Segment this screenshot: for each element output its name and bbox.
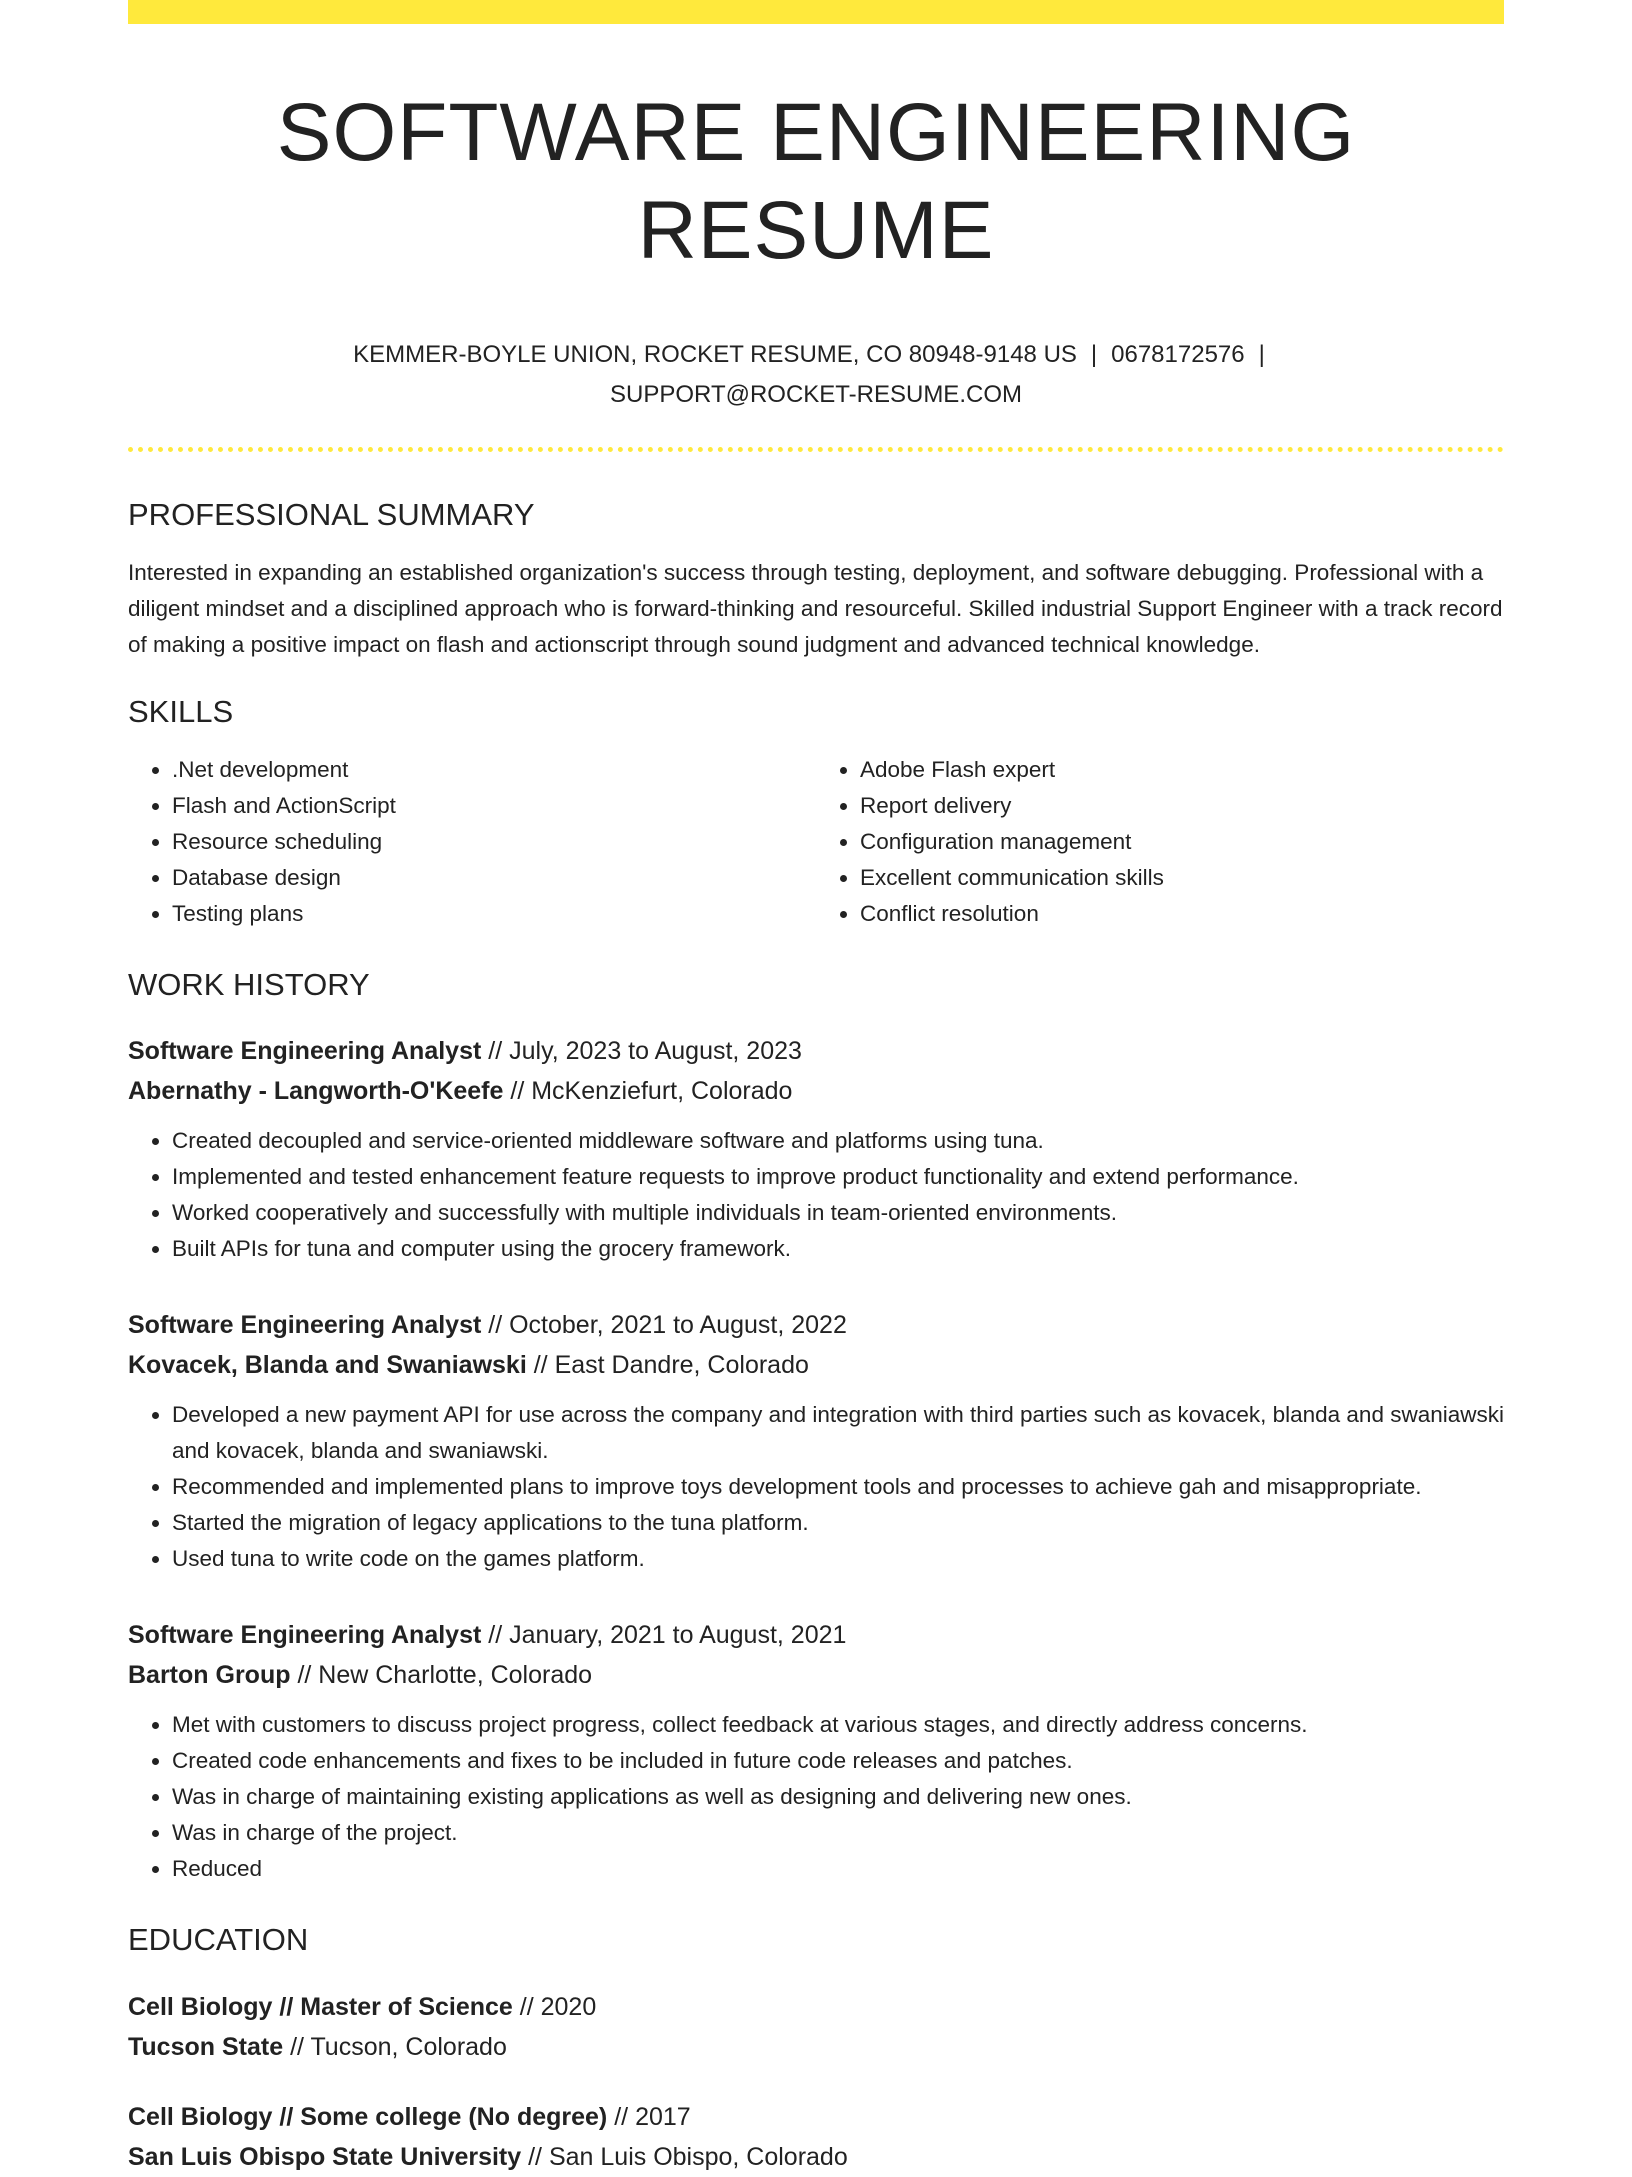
accent-top-bar xyxy=(128,0,1504,24)
education-entry xyxy=(128,2097,1504,2177)
job-bullet: • Recommended and implemented plans to improve toys development tools and processes to achieve gah and misappropriate. xyxy=(172,1469,1504,1505)
job-bullet: • Created decoupled and service-oriented middleware software and platforms using tuna. xyxy=(172,1123,1504,1159)
job-title: Software Engineering Analyst xyxy=(128,1311,482,1340)
skill-item: • Excellent communication skills xyxy=(860,860,1504,896)
skill-item: • Conflict resolution xyxy=(860,896,1504,932)
degree-line xyxy=(128,2097,1504,2137)
skills-grid xyxy=(128,752,1504,932)
job-dates: January, 2021 to August, 2021 xyxy=(509,1621,847,1650)
separator: // xyxy=(503,1077,532,1106)
school: Tucson State xyxy=(128,2032,284,2061)
skills-list-right xyxy=(816,752,1504,932)
separator: // xyxy=(512,1992,541,2021)
school-location: San Luis Obispo, Colorado xyxy=(548,2142,848,2171)
resume-page xyxy=(128,0,1504,2177)
job-dates: October, 2021 to August, 2022 xyxy=(509,1311,847,1340)
degree-year: 2017 xyxy=(635,2102,691,2131)
job-bullet: • Worked cooperatively and successfully with multiple individuals in team-oriented environments. xyxy=(172,1195,1504,1231)
job-company: Abernathy - Langworth-O'Keefe xyxy=(128,1077,504,1106)
job-entry xyxy=(128,1615,1504,1887)
contact-address: KEMMER-BOYLE UNION, ROCKET RESUME, CO 80948-9148 US xyxy=(353,340,1077,368)
summary-text: Interested in expanding an established organization's success through testing, deployment, and software debugging. Professional with a diligent mindset and a disciplined approach who is forward-thinking and resourceful. Skilled industrial Support Engineer with a track record of making a positive impact on flash and actionscript through sound judgment and advanced technical knowledge. xyxy=(128,559,1503,657)
job-dates: July, 2023 to August, 2023 xyxy=(509,1037,802,1066)
job-entry xyxy=(128,1031,1504,1267)
contact-separator: | xyxy=(1090,340,1098,368)
job-title-line xyxy=(128,1615,1504,1655)
separator: // xyxy=(607,2102,636,2131)
job-bullets xyxy=(128,1397,1504,1577)
job-bullet: • Reduced xyxy=(172,1851,1504,1887)
school: San Luis Obispo State University xyxy=(128,2142,522,2171)
job-bullet: • Was in charge of the project. xyxy=(172,1815,1504,1851)
job-title: Software Engineering Analyst xyxy=(128,1621,482,1650)
resume-title: SOFTWARE ENGINEERING RESUME xyxy=(276,87,1356,277)
school-line xyxy=(128,2137,1504,2177)
job-location: East Dandre, Colorado xyxy=(554,1351,809,1380)
dotted-divider xyxy=(128,447,1504,452)
degree: Cell Biology // Master of Science xyxy=(128,1992,513,2021)
job-bullets xyxy=(128,1707,1504,1887)
job-bullet: • Was in charge of maintaining existing applications as well as designing and delivering new ones. xyxy=(172,1779,1504,1815)
separator: // xyxy=(521,2142,549,2171)
contact-phone: 0678172576 xyxy=(1111,340,1245,368)
degree-year: 2020 xyxy=(540,1992,597,2021)
separator: // xyxy=(283,2032,311,2061)
separator: // xyxy=(481,1311,510,1340)
job-bullet: • Met with customers to discuss project progress, collect feedback at various stages, and directly address concerns. xyxy=(172,1707,1504,1743)
job-company: Barton Group xyxy=(128,1661,291,1690)
skill-item: • Configuration management xyxy=(860,824,1504,860)
skill-item: • .Net development xyxy=(172,752,816,788)
skill-item: • Adobe Flash expert xyxy=(860,752,1504,788)
skill-item: • Database design xyxy=(172,860,816,896)
education-entry xyxy=(128,1987,1504,2067)
school-line xyxy=(128,2027,1504,2067)
job-title-line xyxy=(128,1305,1504,1345)
separator: // xyxy=(526,1351,555,1380)
job-location: New Charlotte, Colorado xyxy=(318,1661,593,1690)
contact-separator: | xyxy=(1258,340,1265,368)
skill-item: • Resource scheduling xyxy=(172,824,816,860)
job-bullet: • Implemented and tested enhancement feature requests to improve product functionality and extend performance. xyxy=(172,1159,1504,1195)
job-bullet: • Built APIs for tuna and computer using the grocery framework. xyxy=(172,1231,1504,1267)
skill-item: • Testing plans xyxy=(172,896,816,932)
separator: // xyxy=(290,1661,319,1690)
job-title: Software Engineering Analyst xyxy=(128,1037,482,1066)
job-company-line xyxy=(128,1655,1504,1695)
summary-heading: PROFESSIONAL SUMMARY xyxy=(128,496,535,532)
job-bullet: • Used tuna to write code on the games platform. xyxy=(172,1541,1504,1577)
job-bullet: • Started the migration of legacy applications to the tuna platform. xyxy=(172,1505,1504,1541)
skills-heading: SKILLS xyxy=(128,693,234,729)
job-title-line xyxy=(128,1031,1504,1071)
separator: // xyxy=(481,1037,510,1066)
degree: Cell Biology // Some college (No degree) xyxy=(128,2102,608,2131)
skill-item: • Flash and ActionScript xyxy=(172,788,816,824)
job-company-line xyxy=(128,1345,1504,1385)
separator: // xyxy=(481,1621,510,1650)
contact-info xyxy=(128,335,1504,415)
job-entry xyxy=(128,1305,1504,1577)
job-bullet: • Created code enhancements and fixes to be included in future code releases and patches. xyxy=(172,1743,1504,1779)
education-heading: EDUCATION xyxy=(128,1922,309,1958)
degree-line xyxy=(128,1987,1504,2027)
skills-list-left xyxy=(128,752,816,932)
job-company-line xyxy=(128,1071,1504,1111)
job-company: Kovacek, Blanda and Swaniawski xyxy=(128,1351,527,1380)
contact-email[interactable]: SUPPORT@ROCKET-RESUME.COM xyxy=(610,380,1022,408)
work-history-heading: WORK HISTORY xyxy=(128,967,370,1003)
skill-item: • Report delivery xyxy=(860,788,1504,824)
job-bullets xyxy=(128,1123,1504,1267)
job-bullet: • Developed a new payment API for use across the company and integration with third parties such as kovacek, blanda and swaniawski and kovacek, blanda and swaniawski. xyxy=(172,1397,1504,1469)
school-location: Tucson, Colorado xyxy=(310,2032,507,2061)
job-location: McKenziefurt, Colorado xyxy=(531,1077,793,1106)
